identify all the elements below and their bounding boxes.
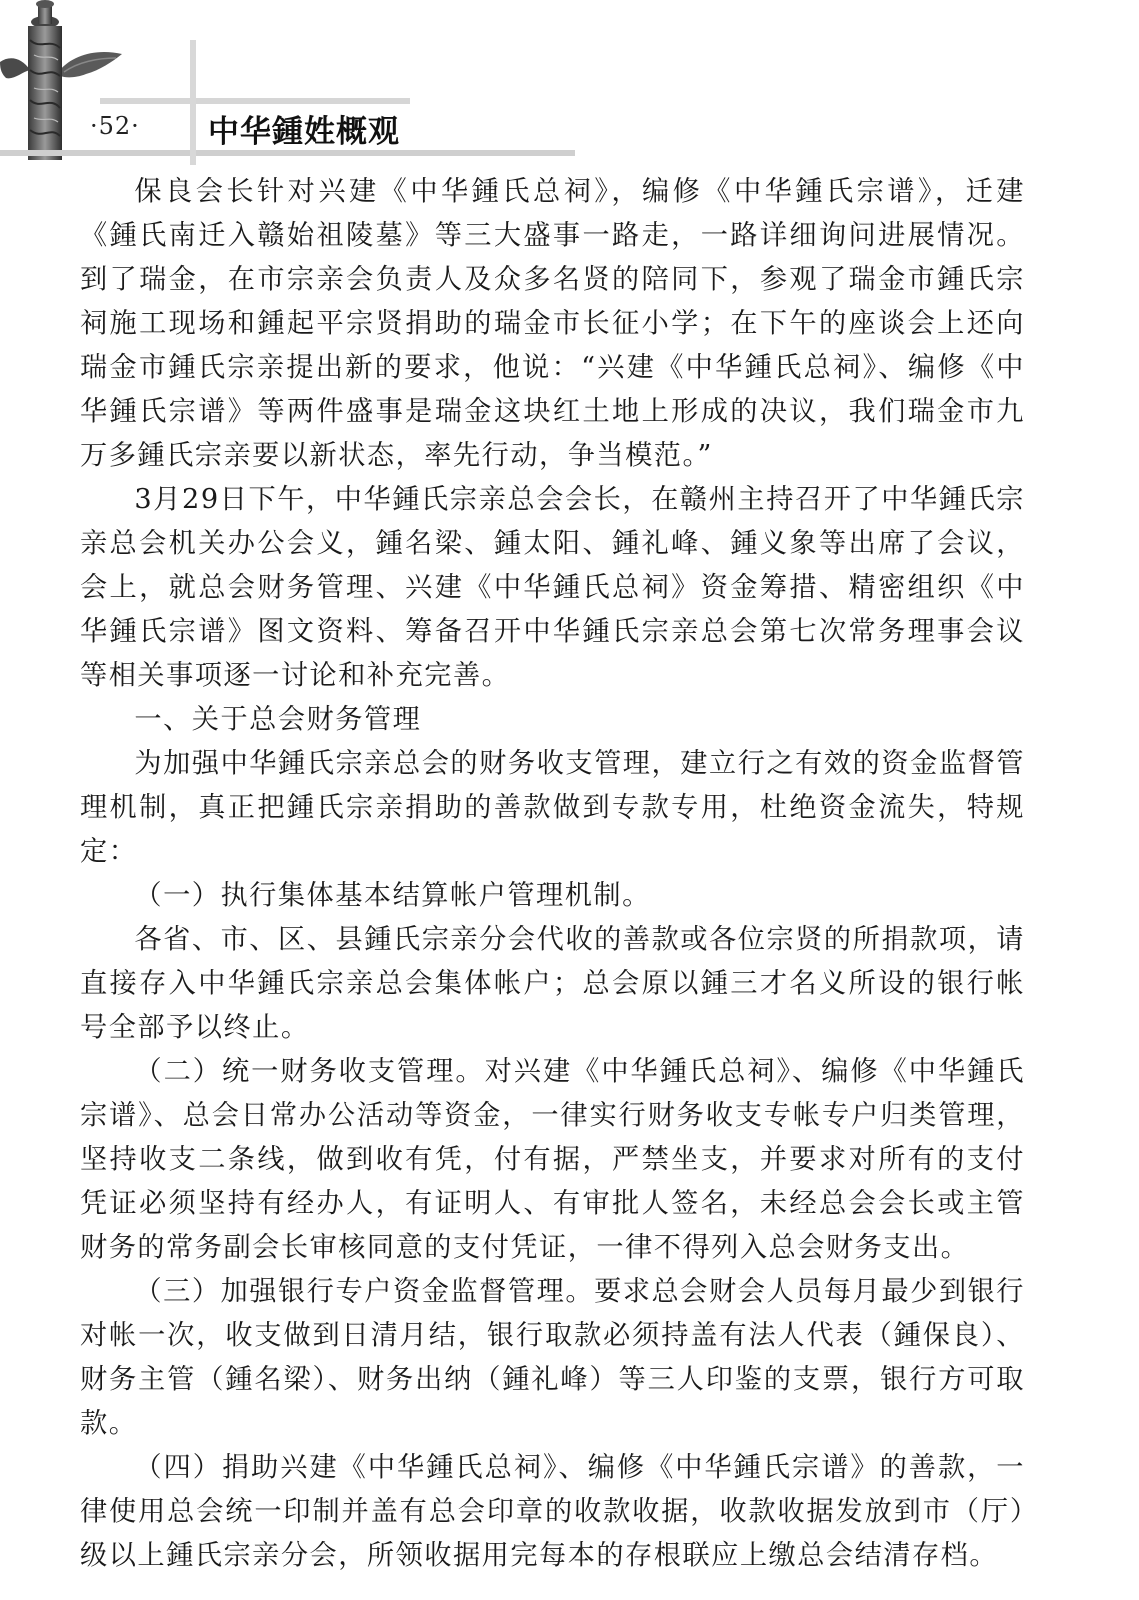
paragraph: （二）统一财务收支管理。对兴建《中华鍾氏总祠》、编修《中华鍾氏宗谱》、总会日常办公活动等资金，一律实行财务收支专帐专户归类管理，坚持收支二条线，做到收有凭，付有据，严禁坐支，并要求对所有的支付凭证必须坚持有经办人，有证明人、有审批人签名，未经总会会长或主管财务的常务副会长审核同意的支付凭证，一律不得列入总会财务支出。	[80, 1056, 1025, 1263]
running-head-title: 中华鍾姓概观	[208, 114, 400, 150]
paragraph: 3月29日下午，中华鍾氏宗亲总会会长，在赣州主持召开了中华鍾氏宗亲总会机关办公会义，鍾名梁、鍾太阳、鍾礼峰、鍾义象等出席了会议，会上，就总会财务管理、兴建《中华鍾氏总祠》资金筹措、精密组织《中华鍾氏宗谱》图文资料、筹备召开中华鍾氏宗亲总会第七次常务理事会议等相关事项逐一讨论和补充完善。	[80, 484, 1025, 691]
paragraph: 为加强中华鍾氏宗亲总会的财务收支管理，建立行之有效的资金监督管理机制，真正把鍾氏宗亲捐助的善款做到专款专用，杜绝资金流失，特规定：	[80, 748, 1025, 867]
body-text	[80, 170, 1025, 1578]
section-heading: 一、关于总会财务管理	[134, 704, 422, 735]
page-number: ·52·	[90, 112, 140, 140]
paragraph: 各省、市、区、县鍾氏宗亲分会代收的善款或各位宗贤的所捐款项，请直接存入中华鍾氏宗亲总会集体帐户；总会原以鍾三才名义所设的银行帐号全部予以终止。	[80, 924, 1025, 1043]
header-rule-vertical	[190, 40, 196, 165]
paragraph: 保良会长针对兴建《中华鍾氏总祠》，编修《中华鍾氏宗谱》，迁建《鍾氏南迁入赣始祖陵墓》等三大盛事一路走，一路详细询问进展情况。到了瑞金，在市宗亲会负责人及众多名贤的陪同下，参观了瑞金市鍾氏宗祠施工现场和鍾起平宗贤捐助的瑞金市长征小学；在下午的座谈会上还向瑞金市鍾氏宗亲提出新的要求，他说：“兴建《中华鍾氏总祠》、编修《中华鍾氏宗谱》等两件盛事是瑞金这块红土地上形成的决议，我们瑞金市九万多鍾氏宗亲要以新状态，率先行动，争当模范。”	[80, 176, 1025, 471]
subsection-heading: （一）执行集体基本结算帐户管理机制。	[134, 880, 651, 911]
paragraph: （四）捐助兴建《中华鍾氏总祠》、编修《中华鍾氏宗谱》的善款，一律使用总会统一印制并盖有总会印章的收款收据，收款收据发放到市（厅）级以上鍾氏宗亲分会，所领收据用完每本的存根联应上缴总会结清存档。	[80, 1452, 1025, 1571]
paragraph: （三）加强银行专户资金监督管理。要求总会财会人员每月最少到银行对帐一次，收支做到日清月结，银行取款必须持盖有法人代表（鍾保良）、财务主管（鍾名梁）、财务出纳（鍾礼峰）等三人印鉴的支票，银行方可取款。	[80, 1276, 1025, 1439]
header-rule-top	[100, 98, 410, 104]
